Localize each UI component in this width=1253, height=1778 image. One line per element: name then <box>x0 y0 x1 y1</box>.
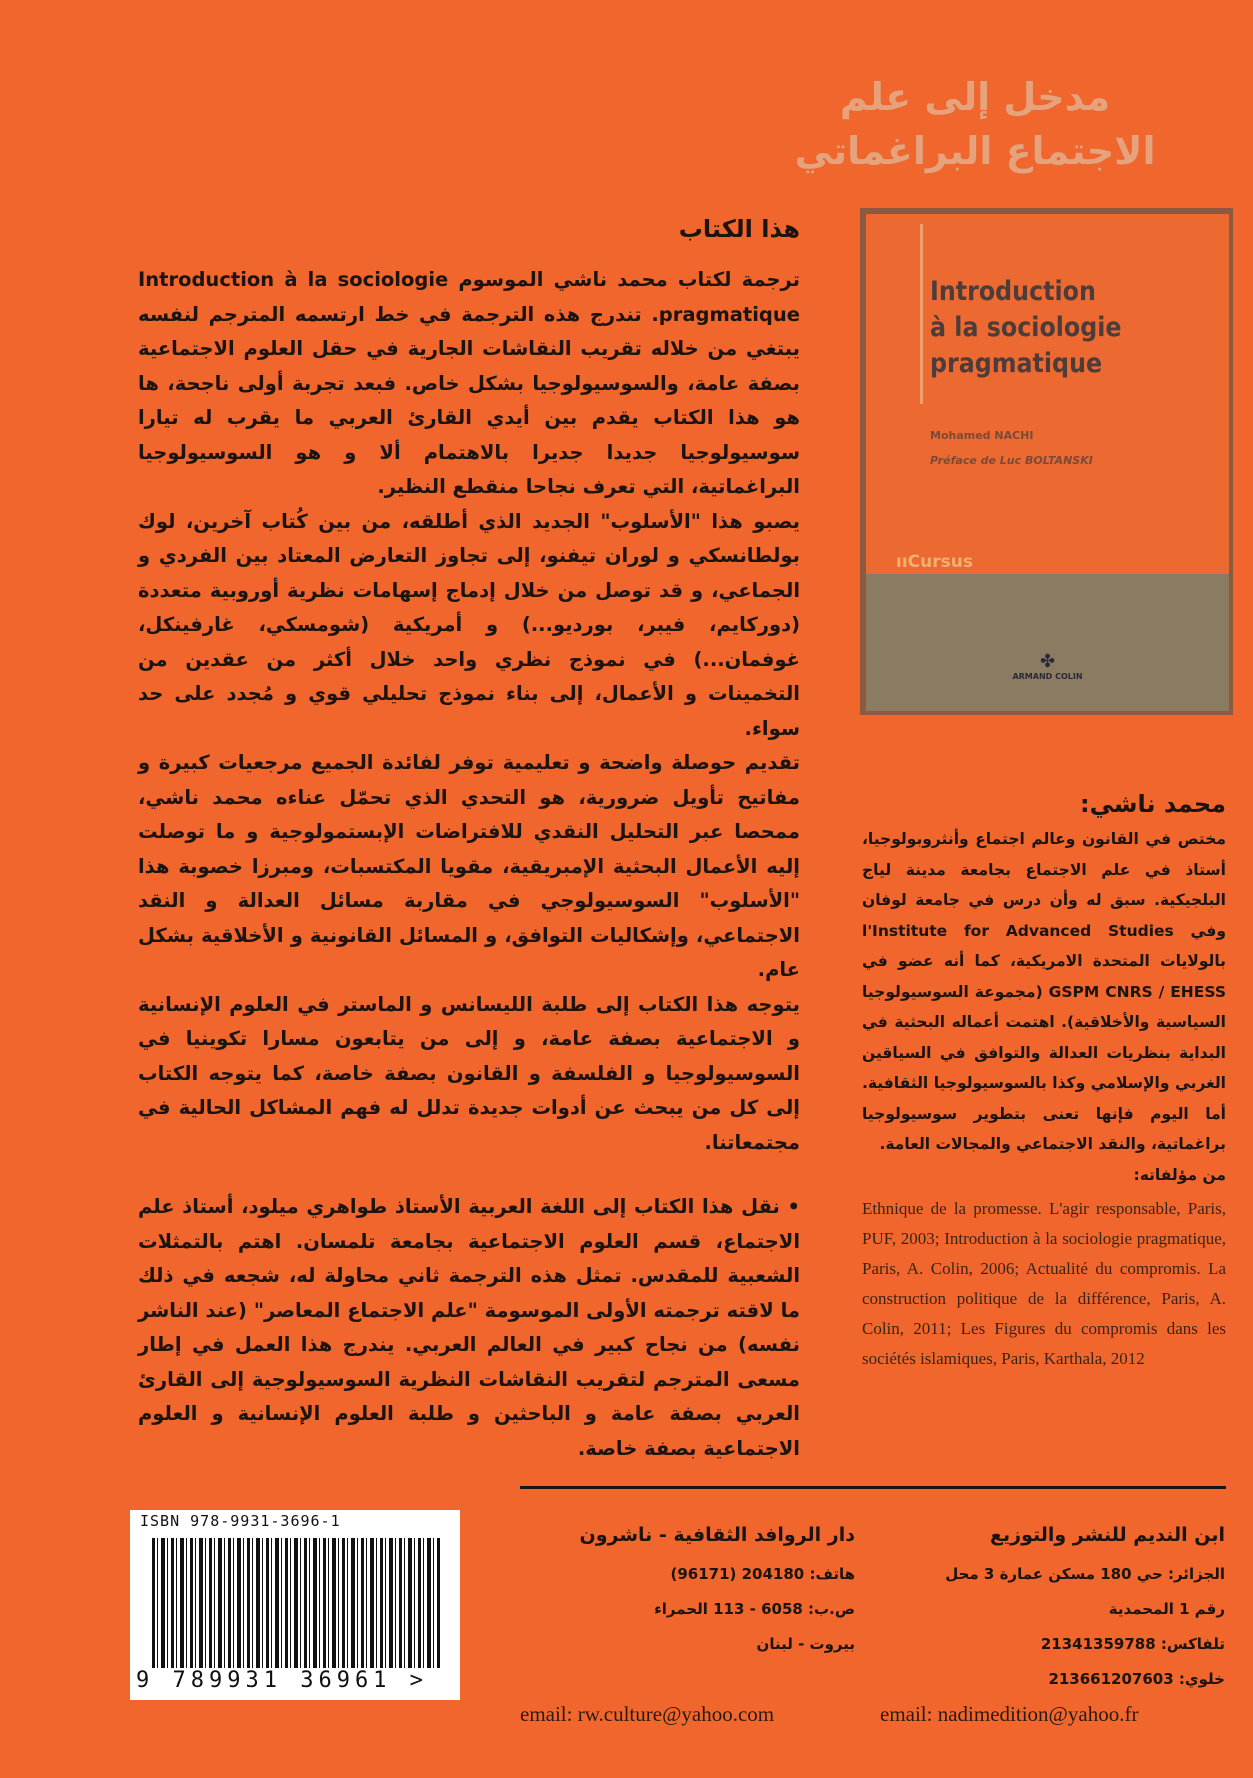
publisher-line: ص.ب: 6058 - 113 الحمراء <box>654 1600 855 1618</box>
works-label: من مؤلفاته: <box>1133 1165 1226 1184</box>
publisher-logo <box>866 651 1229 681</box>
cover-title-line: Introduction <box>930 276 1096 307</box>
publisher-nadim <box>880 1518 1225 1697</box>
paragraph: ترجمة لكتاب محمد ناشي الموسوم Introduction à la sociologie pragmatique. تندرج هذه الترجمة في خط ارتسمه المترجم لنفسه يبتغي من خلاله تقريب النقاشات الجارية في حقل العلوم الاجتماعية بصفة عامة، والسوسيولوجيا بشكل خاص. فبعد تجربة أولى ناجحة، ها هو هذا الكتاب يقدم بين أيدي القارئ العربي ما يقرب له تيارا سوسيولوجيا جديدا جديرا بالاهتمام ألا و هو السوسيولوجيا البراغماتية، التي تعرف نجاحا منقطع النظير. <box>138 268 800 498</box>
arabic-title-line: مدخل إلى علم <box>839 75 1111 119</box>
works-list: Ethnique de la promesse. L'agir responsable, Paris, PUF, 2003; Introduction à la sociologie pragmatique, Paris, A. Colin, 2006; Actualité du compromis. La construction politique de la différence, Paris, A. Colin, 2011; Les Figures du compromis dans les sociétés islamiques, Paris, Karthala, 2012 <box>862 1199 1226 1368</box>
barcode <box>130 1510 460 1700</box>
paragraph: تقديم حوصلة واضحة و تعليمية توفر لفائدة الجميع مرجعيات كبيرة و مفاتيح تأويل ضرورية، هو التحدي الذي تحمّل عناءه محمد ناشي، ممحصا عبر التحليل النقدي للافتراضات الإبستمولوجية و ما توصلت إليه الأعمال البحثية الإمبريقية، مقويا المكتسبات، ومبرزا خصوبة هذا "الأسلوب" السوسيولوجي في مقاربة مسائل العدالة و النقد الاجتماعي، وإشكاليات التوافق، و المسائل القانونية و الأخلاقية بشكل عام. <box>138 751 800 981</box>
publisher-name: ابن النديم للنشر والتوزيع <box>990 1524 1225 1546</box>
bio-text: مختص في القانون وعالم اجتماع وأنثروبولوجيا، أستاذ في علم الاجتماع بجامعة مدينة لياج البلجيكية. سبق له وأن درس في جامعة لوفان وفي l'Institute for Advanced Studies بالولايات المتحدة الامريكية، كما أنه عضو في GSPM CNRS / EHESS (مجموعة السوسيولوجيا السياسية والأخلاقية). اهتمت أعماله البحثية في البداية بنظريات العدالة والتوافق في السياقين الغربي والإسلامي وكذا بالسوسيولوجيا الثقافية. أما اليوم فإنها تعنى بتطوير سوسيولوجيا براغماتية، والنقد الاجتماعي والمجالات العامة. <box>862 830 1226 1153</box>
cover-title <box>930 274 1122 382</box>
isbn: ISBN 978-9931-3696-1 <box>140 1512 341 1530</box>
publisher-name: دار الروافد الثقافية - ناشرون <box>579 1524 855 1546</box>
author-heading: محمد ناشي: <box>1080 790 1226 818</box>
publisher-line: تلفاكس: 21341359788 <box>1040 1635 1225 1653</box>
publisher-line: بيروت - لبنان <box>756 1635 855 1653</box>
about-book <box>138 215 800 1466</box>
arabic-title <box>740 70 1210 178</box>
translator-paragraph: • نقل هذا الكتاب إلى اللغة العربية الأستاذ طواهري ميلود، أستاذ علم الاجتماع، قسم العلوم الاجتماعية بجامعة تلمسان. اهتم بالتمثلات الشعبية للمقدس. تمثل هذه الترجمة ثاني محاولة له، شجعه في ذلك ما لاقته ترجمته الأولى الموسومة "علم الاجتماع المعاصر" (عند الناشر نفسه) من نجاح كبير في العالم العربي. يندرج هذا العمل في إطار مسعى المترجم لتقريب النقاشات النظرية السوسيولوجية إلى القارئ العربي بصفة عامة و الباحثين و طلبة العلوم الإنسانية و العلوم الاجتماعية بصفة خاصة. <box>138 1195 800 1460</box>
arabic-title-line: الاجتماع البراغماتي <box>794 129 1156 173</box>
front-cover-thumbnail <box>860 208 1233 715</box>
logo-icon: ✤ <box>1039 651 1056 672</box>
cover-top <box>866 214 1229 574</box>
divider <box>520 1486 1226 1489</box>
cover-author: Mohamed NACHI <box>930 429 1034 442</box>
publisher-rawafid <box>520 1518 855 1662</box>
cover-title-line: à la sociologie <box>930 312 1122 343</box>
section-heading: هذا الكتاب <box>678 215 800 243</box>
cover-bottom <box>866 574 1229 711</box>
logo-text: ARMAND COLIN <box>1012 672 1083 681</box>
series-name: Cursus <box>907 552 973 572</box>
barcode-digits: 9 789931 36961 > <box>136 1668 428 1693</box>
cover-preface: Préface de Luc BOLTANSKI <box>930 454 1093 467</box>
publisher-line: خلوي: 213661207603 <box>1048 1670 1225 1688</box>
cover-series <box>896 552 973 572</box>
email-nadim: email: nadimedition@yahoo.fr <box>880 1702 1139 1726</box>
publisher-line: رقم 1 المحمدية <box>1108 1600 1225 1618</box>
paragraph: يصبو هذا "الأسلوب" الجديد الذي أطلقه، من بين كُتاب آخرين، لوك بولطانسكي و لوران تيفنو، إلى تجاوز التعارض المعتاد بين الفردي و الجماعي، و قد توصل من خلال إدماج إسهامات نظرية أوروبية متعددة (دوركايم، فيبر، بورديو...) و أمريكية (شومسكي، غارفينكل، غوفمان...) في نموذج نظري واحد خلال أكثر من عقدين من التخمينات و الأعمال، إلى بناء نموذج تحليلي قوي و مُجدد على حد سواء. <box>138 509 800 740</box>
publisher-line: هاتف: 204180 (96171) <box>670 1565 855 1583</box>
cover-accent-line <box>920 224 923 404</box>
paragraph: يتوجه هذا الكتاب إلى طلبة الليسانس و الماستر في العلوم الإنسانية و الاجتماعية بصفة عامة، و إلى من يتابعون مسارا تكوينيا في السوسيولوجيا و الفلسفة و القانون بصفة خاصة، كما يتوجه الكتاب إلى كل من يبحث عن أدوات جديدة تدلل له فهم المشاكل الحالية في مجتمعاتنا. <box>138 992 800 1154</box>
barcode-bars <box>152 1538 440 1668</box>
cover-title-line: pragmatique <box>930 348 1103 379</box>
author-bio <box>862 790 1226 1374</box>
series-mark-icon: ıı <box>896 552 908 572</box>
publisher-line: الجزائر: حي 180 مسكن عمارة 3 محل <box>945 1565 1225 1583</box>
email-rawafid: email: rw.culture@yahoo.com <box>520 1702 775 1726</box>
